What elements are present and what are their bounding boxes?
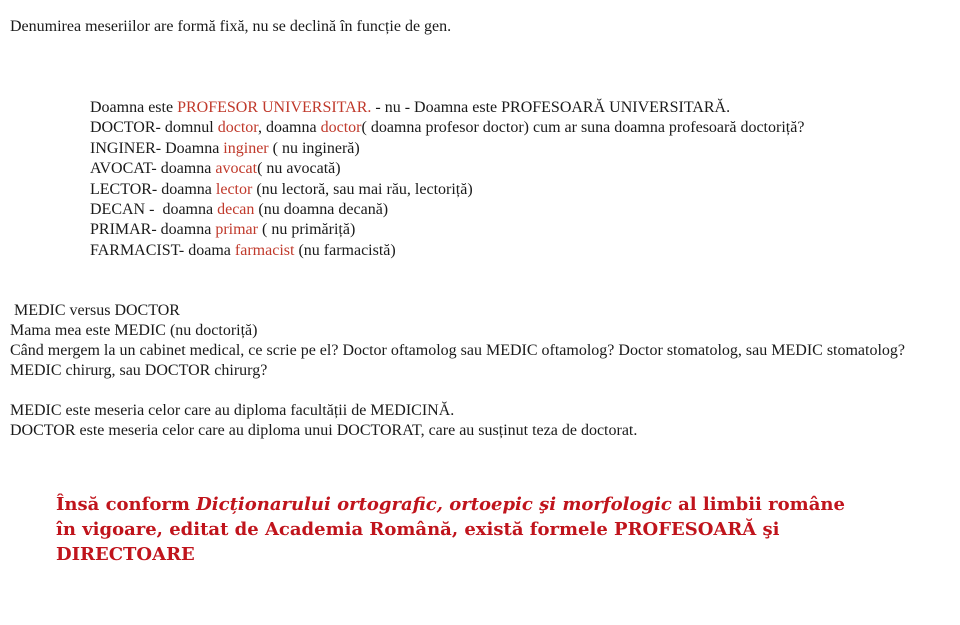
item-text: LECTOR- doamna [90,180,216,198]
list-item [90,159,804,179]
item-highlight: doctor [320,119,362,137]
item-highlight: inginer [223,139,269,157]
list-item [90,139,804,159]
item-text: (nu lectoră, sau mai rău, lectoriță) [252,180,473,198]
item-text: ( nu primăriță) [257,221,356,239]
note-dictionary-title: Dicționarului ortografic, ortoepic şi morfologic [196,494,672,515]
list-item [90,220,804,240]
spacer [10,381,940,401]
item-highlight: avocat [215,160,258,178]
note-text: al limbii române în vigoare, editat de Academia Română, există formele PROFESOARĂ şi DIRECTOARE [56,494,845,565]
item-highlight: farmacist [234,241,295,259]
item-highlight: PROFESOR UNIVERSITAR. [177,99,372,116]
list-item [90,241,804,261]
item-text: Doamna este [90,99,178,116]
list-item [90,118,804,138]
intro-text: Denumirea meseriilor are formă fixă, nu se declină în funcție de gen. [10,18,452,35]
item-text: ( nu avocată) [257,160,341,178]
item-text: ( nu ingineră) [268,139,360,157]
dictionary-note [56,492,856,567]
item-text: , doamna [257,119,321,137]
item-text: DECAN - doamna [90,201,218,219]
list-item [90,98,804,118]
item-text: FARMACIST- doama [90,241,235,259]
definition-doctor: DOCTOR este meseria celor care au diploma unui DOCTORAT, care au susținut teza de doctorat. [10,422,638,439]
item-text: INGINER- Doamna [90,139,224,157]
item-highlight: decan [217,201,255,219]
list-item [90,180,804,200]
medic-section [10,301,940,441]
item-text: (nu doamna decană) [254,201,389,219]
item-text: (nu farmacistă) [294,241,396,259]
item-text: DOCTOR- domnul [90,119,218,137]
item-highlight: doctor [217,119,258,137]
section-heading: MEDIC versus DOCTOR [10,302,180,319]
item-text: AVOCAT- doamna [90,160,216,178]
professions-list [90,98,804,261]
paragraph: Mama mea este MEDIC (nu doctoriță) [10,322,258,339]
item-text: - nu - Doamna este PROFESOARĂ UNIVERSITARĂ. [371,99,731,116]
paragraph: Când mergem la un cabinet medical, ce scrie pe el? Doctor oftamolog sau MEDIC oftamolog? Doctor stomatolog, sau MEDIC stomatolog? MEDIC chirurg, sau DOCTOR chirurg? [10,342,906,379]
note-text: Însă conform [56,494,197,515]
item-text: ( doamna profesor doctor) cum ar suna doamna profesoară doctoriță? [361,119,805,137]
definition-medic: MEDIC este meseria celor care au diploma facultății de MEDICINĂ. [10,402,455,419]
item-text: PRIMAR- doamna [90,221,216,239]
item-highlight: lector [215,180,253,198]
list-item [90,200,804,220]
item-highlight: primar [215,221,258,239]
